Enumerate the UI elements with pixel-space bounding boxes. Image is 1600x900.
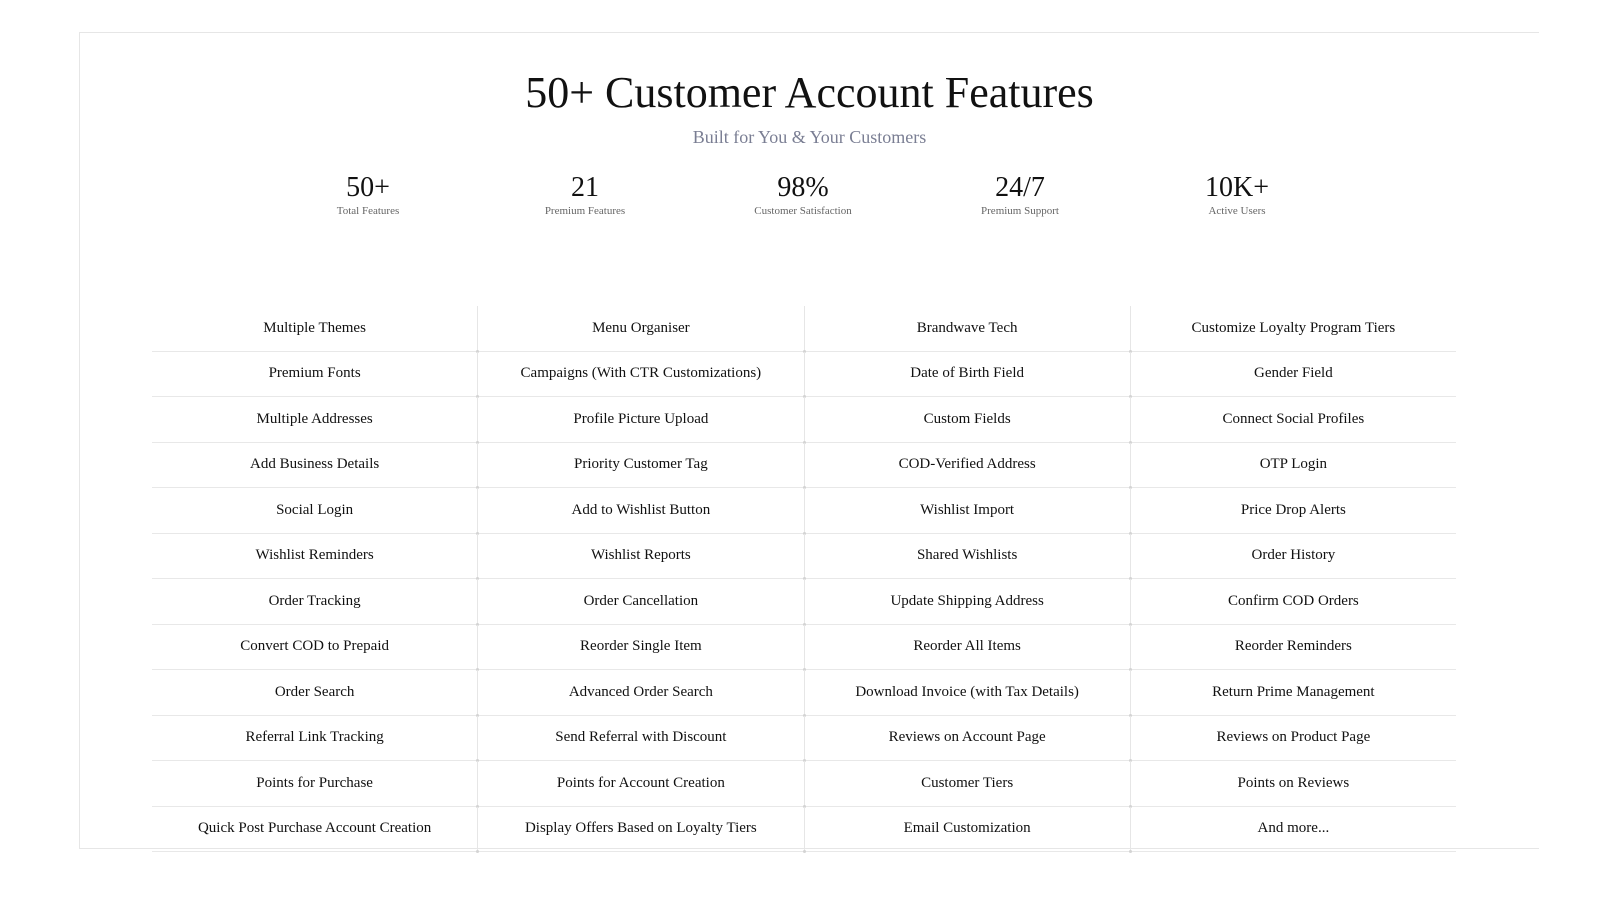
- feature-row: [152, 352, 1456, 398]
- feature-item: Display Offers Based on Loyalty Tiers: [477, 807, 803, 852]
- feature-row: [152, 306, 1456, 352]
- feature-item: Social Login: [276, 501, 354, 518]
- feature-item: Gender Field: [1130, 352, 1456, 397]
- feature-item: Date of Birth Field: [804, 352, 1130, 397]
- feature-item: Price Drop Alerts: [1130, 488, 1456, 533]
- feature-item: Quick Post Purchase Account Creation: [197, 820, 432, 837]
- feature-row: [152, 761, 1456, 807]
- feature-item: Customer Tiers: [804, 761, 1130, 806]
- stat-value: 21: [571, 172, 599, 203]
- feature-row: [152, 670, 1456, 716]
- stat-label: Premium Features: [544, 205, 626, 217]
- feature-item: Confirm COD Orders: [1130, 579, 1456, 624]
- feature-item: And more...: [1130, 807, 1456, 852]
- stat-label: Premium Support: [981, 205, 1059, 217]
- feature-item: Multiple Addresses: [256, 410, 373, 427]
- feature-item: Update Shipping Address: [804, 579, 1130, 624]
- stat-customer-satisfaction: [703, 171, 903, 217]
- feature-item: Custom Fields: [804, 397, 1130, 442]
- feature-item: Campaigns (With CTR Customizations): [477, 352, 803, 397]
- feature-item: Wishlist Reports: [477, 534, 803, 579]
- feature-item: Order Tracking: [268, 592, 361, 609]
- feature-item: Download Invoice (with Tax Details): [804, 670, 1130, 715]
- feature-item: Profile Picture Upload: [477, 397, 803, 442]
- feature-item: Order Cancellation: [477, 579, 803, 624]
- feature-item: Reorder Reminders: [1130, 625, 1456, 670]
- feature-item: Points for Purchase: [256, 774, 373, 791]
- feature-item: Reorder Single Item: [477, 625, 803, 670]
- feature-item: Order Search: [274, 683, 355, 700]
- feature-item: OTP Login: [1130, 443, 1456, 488]
- stat-total-features: [268, 171, 468, 217]
- stat-value: 10K+: [1204, 172, 1269, 203]
- feature-item: Add Business Details: [250, 456, 380, 473]
- feature-item: Order History: [1130, 534, 1456, 579]
- feature-item: Menu Organiser: [477, 306, 803, 351]
- stat-label: Total Features: [336, 205, 400, 217]
- feature-item: Convert COD to Prepaid: [240, 638, 389, 655]
- feature-row: [152, 534, 1456, 580]
- feature-item: Points on Reviews: [1130, 761, 1456, 806]
- feature-item: Points for Account Creation: [477, 761, 803, 806]
- features-panel: [79, 32, 1539, 849]
- feature-item: Send Referral with Discount: [477, 716, 803, 761]
- feature-item: Referral Link Tracking: [245, 729, 384, 746]
- feature-row: [152, 716, 1456, 762]
- feature-item: Wishlist Import: [804, 488, 1130, 533]
- feature-item: Advanced Order Search: [477, 670, 803, 715]
- feature-item: Multiple Themes: [263, 319, 366, 336]
- stat-value: 24/7: [995, 172, 1045, 203]
- feature-row: [152, 807, 1456, 853]
- stat-value: 98%: [777, 172, 829, 203]
- features-grid: [152, 306, 1456, 852]
- feature-row: [152, 625, 1456, 671]
- feature-item: Reorder All Items: [804, 625, 1130, 670]
- feature-item: Priority Customer Tag: [477, 443, 803, 488]
- stat-value: 50+: [346, 172, 390, 203]
- stat-premium-features: [485, 171, 685, 217]
- stats-bar: [80, 171, 1539, 221]
- feature-item: Reviews on Product Page: [1130, 716, 1456, 761]
- feature-item: COD-Verified Address: [804, 443, 1130, 488]
- stat-label: Customer Satisfaction: [754, 205, 852, 217]
- feature-item: Reviews on Account Page: [804, 716, 1130, 761]
- feature-item: Premium Fonts: [268, 365, 361, 382]
- page-title: 50+ Customer Account Features: [525, 68, 1094, 117]
- feature-row: [152, 397, 1456, 443]
- stat-active-users: [1137, 171, 1337, 217]
- feature-row: [152, 488, 1456, 534]
- feature-row: [152, 443, 1456, 489]
- feature-item: Brandwave Tech: [804, 306, 1130, 351]
- feature-item: Shared Wishlists: [804, 534, 1130, 579]
- page-subtitle: Built for You & Your Customers: [692, 127, 927, 147]
- feature-item: Customize Loyalty Program Tiers: [1130, 306, 1456, 351]
- stat-premium-support: [920, 171, 1120, 217]
- feature-item: Add to Wishlist Button: [477, 488, 803, 533]
- feature-item: Email Customization: [804, 807, 1130, 852]
- feature-item: Connect Social Profiles: [1130, 397, 1456, 442]
- feature-row: [152, 579, 1456, 625]
- feature-item: Wishlist Reminders: [255, 547, 374, 564]
- stat-label: Active Users: [1208, 205, 1266, 217]
- feature-item: Return Prime Management: [1130, 670, 1456, 715]
